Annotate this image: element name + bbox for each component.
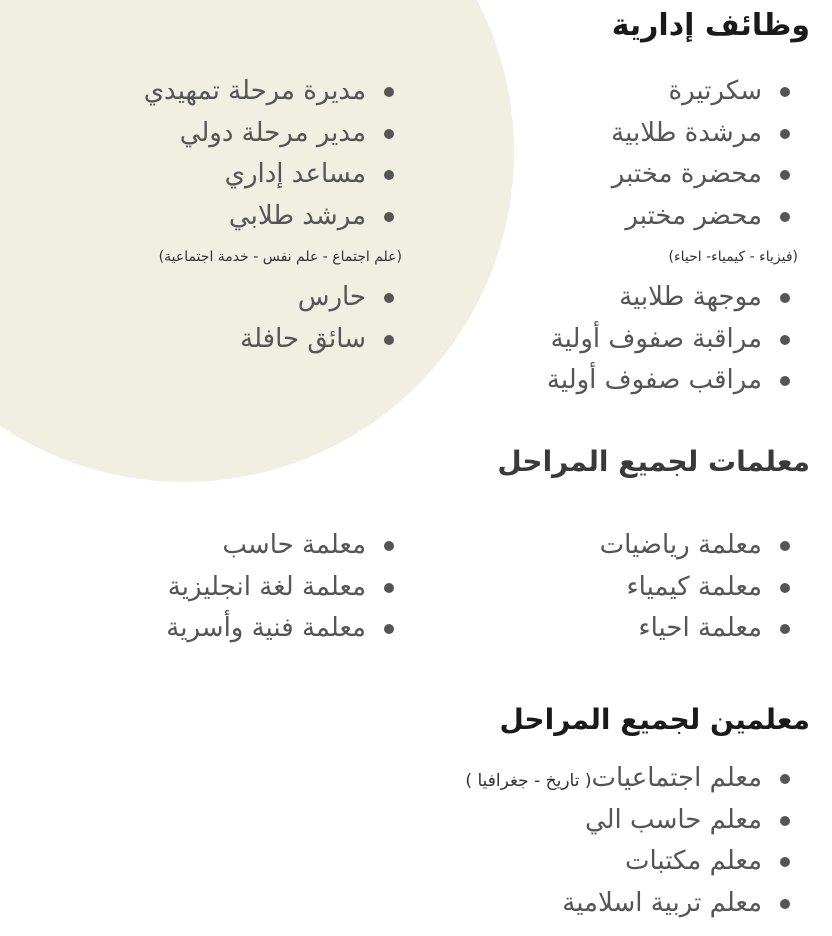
list-item: معلم مكتبات — [465, 841, 798, 883]
admin-jobs-left-list — [144, 71, 402, 360]
list-item: مدير مرحلة دولي — [144, 113, 402, 155]
list-item: موجهة طلابية — [547, 277, 798, 319]
list-item: سائق حافلة — [144, 319, 402, 361]
female-teachers-left-list — [166, 525, 402, 650]
list-item: مرشد طلابي — [144, 196, 402, 238]
list-item: محضر مختبر — [547, 196, 798, 238]
counselor-specialties-note: (علم اجتماع - علم نفس - خدمة اجتماعية) — [158, 249, 402, 265]
list-item: معلم تربية اسلامية — [465, 883, 798, 925]
list-item: مديرة مرحلة تمهيدي — [144, 71, 402, 113]
male-teachers-list — [465, 758, 798, 924]
list-item: سكرتيرة — [547, 71, 798, 113]
social-studies-detail: ( تاريخ - جغرافيا ) — [465, 771, 592, 791]
list-item: مساعد إداري — [144, 154, 402, 196]
list-item: معلمة حاسب — [166, 525, 402, 567]
list-item: معلمة لغة انجليزية — [166, 567, 402, 609]
list-item: معلمة رياضيات — [600, 525, 798, 567]
list-item: مراقب صفوف أولية — [547, 360, 798, 402]
lab-subjects-note: (فيزياء - كيمياء- احياء) — [668, 249, 798, 265]
list-item: معلمة فنية وأسرية — [166, 608, 402, 650]
list-item: معلمة كيمياء — [600, 567, 798, 609]
list-item: معلمة احياء — [600, 608, 798, 650]
female-teachers-heading: معلمات لجميع المراحل — [497, 445, 810, 478]
list-item: حارس — [144, 277, 402, 319]
admin-jobs-heading: وظائف إدارية — [611, 8, 810, 43]
list-item: معلم حاسب الي — [465, 800, 798, 842]
admin-jobs-right-list — [547, 71, 798, 402]
list-item: مراقبة صفوف أولية — [547, 319, 798, 361]
list-item: محضرة مختبر — [547, 154, 798, 196]
male-teachers-heading: معلمين لجميع المراحل — [499, 703, 810, 736]
female-teachers-right-list — [600, 525, 798, 650]
list-item: مرشدة طلابية — [547, 113, 798, 155]
social-studies-label: معلم اجتماعيات — [591, 763, 762, 793]
list-item — [465, 758, 798, 800]
